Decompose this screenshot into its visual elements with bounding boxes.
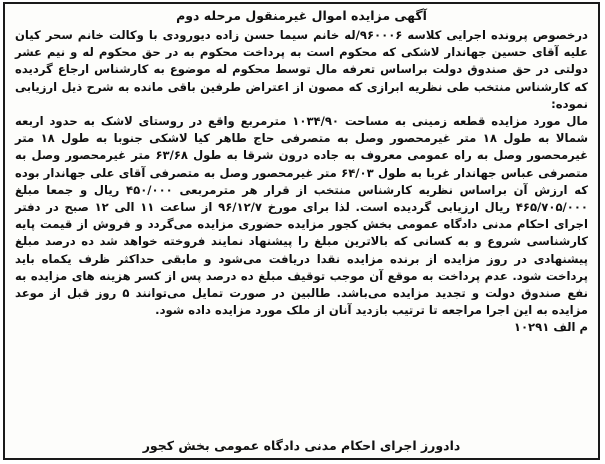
auction-notice bbox=[3, 2, 600, 460]
notice-title: آگهی مزایده اموال غیرمنقول مرحله دوم bbox=[176, 8, 427, 23]
notice-property-paragraph: مال مورد مزایده قطعه زمینی به مساحت ۱۰۳۴/۹۰ مترمربع واقع در روستای لاشک به حدود اربعه شمالا به طول ۱۸ متر غیرمحصور وصل به متصرفی حاج طاهر کیا لاشکی جنوبا به طول ۱۸ متر غیرمحصور وصل به راه عمومی معروف به جاده درون شرقا به طول ۶۳/۶۸ متر غیرمحصور وصل به متصرفی عباس جهاندار غربا به طول ۶۴/۰۳ متر غیرمحصور وصل به متصرفی آقای علی جهاندار بوده که ارزش آن براساس نظریه کارشناس منتخب از قرار هر مترمربعی ۴۵۰/۰۰۰ ریال و جمعا مبلغ ۴۶۵/۷۰۵/۰۰۰ ریال ارزیابی گردیده است. لذا برای مورخ ۹۶/۱۲/۷ از ساعت ۱۱ الی ۱۲ صبح در دفتر اجرای احکام مدنی دادگاه عمومی بخش کجور مزایده حضوری مزایده می‌گردد و فروش از قیمت پایه کارشناسی شروع و به کسانی که بالاترین مبلغ را پیشنهاد نمایند فروخته خواهد شد ده درصد مبلغ پیشنهادی در روز مزایده از برنده مزایده نقدا دریافت می‌شود و مابقی حداکثر ظرف یکماه باید پرداخت شود. عدم پرداخت به موقع آن موجب توقیف مبلغ ده درصد پس از کسر هزینه های مزایده به نفع صندوق دولت و تجدید مزایده می‌باشد. طالبین در صورت تمایل می‌توانند ۵ روز قبل از موعد مزایده به این اجرا مراجعه تا ترتیب بازدید آنان از ملک مورد مزایده داده شود. bbox=[15, 114, 588, 318]
notice-intro-paragraph: درخصوص پرونده اجرایی کلاسه ۹۶۰۰۰۶/له خانم سیما حسن زاده دیورودی با وکالت خانم سحر کیان علیه آقای حسین جهاندار لاشکی که محکوم است به پرداخت محکوم به در حق محکوم له و نیم عشر دولتی در حق صندوق دولت براساس تعرفه مال توسط محکوم له موضوع به کارشناس ارجاع گردیده که کارشناس منتخب طی نظریه ابرازی که مصون از اعتراض طرفین باقی مانده به شرح ذیل ارزیابی نموده: bbox=[15, 28, 588, 111]
notice-signature: دادورز اجرای احکام مدنی دادگاه عمومی بخش کجور bbox=[142, 438, 461, 453]
notice-reference-code: م الف ۱۰۲۹۱ bbox=[513, 320, 588, 335]
